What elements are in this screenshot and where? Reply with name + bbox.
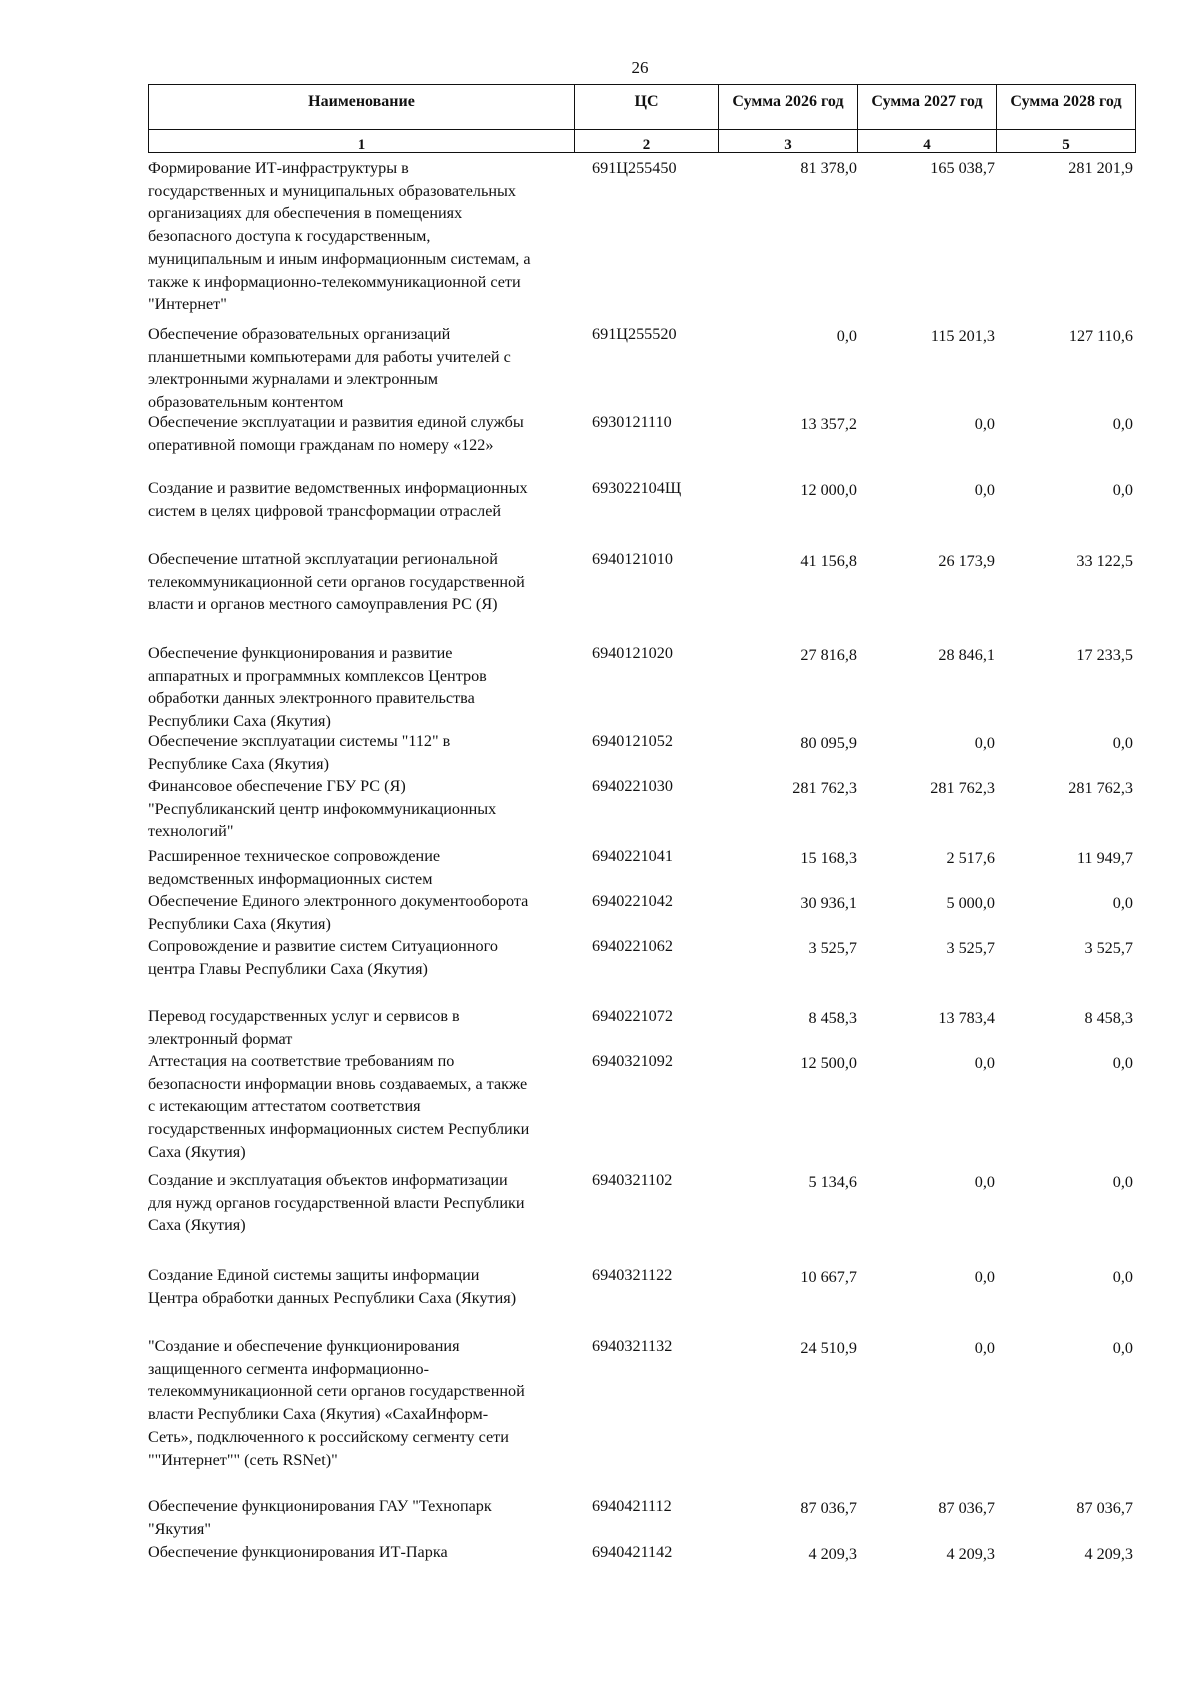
row-code: 691Ц255520 — [592, 325, 677, 343]
row-name: Обеспечение штатной эксплуатации региональной телекоммуникационной сети органов государственной власти и органов местного самоуправления РС (Я) — [148, 550, 525, 614]
row-value-2028: 281 762,3 — [1068, 779, 1133, 797]
row-value-2026: 12 000,0 — [800, 481, 857, 499]
row-name: Аттестация на соответствие требованиям по безопасности информации вновь создаваемых, а также с истекающим аттестатом соответствия государственных информационных систем Республики Саха (Якутия) — [148, 1052, 530, 1161]
row-value-2026: 8 458,3 — [808, 1009, 857, 1027]
table-row — [148, 890, 1137, 935]
row-value-2028: 0,0 — [1112, 1339, 1133, 1357]
row-value-2026: 3 525,7 — [808, 939, 857, 957]
header-num-2: 2 — [575, 130, 719, 153]
table-row — [148, 730, 1137, 775]
row-value-2028: 0,0 — [1112, 1054, 1133, 1072]
header-num-5: 5 — [997, 130, 1136, 153]
row-name: Обеспечение Единого электронного документооборота Республики Саха (Якутия) — [148, 892, 529, 933]
row-value-2027: 26 173,9 — [938, 552, 995, 570]
header-code: ЦС — [575, 85, 719, 130]
row-value-2026: 30 936,1 — [800, 894, 857, 912]
row-value-2028: 33 122,5 — [1076, 552, 1133, 570]
row-value-2026: 281 762,3 — [792, 779, 857, 797]
row-value-2027: 0,0 — [974, 1173, 995, 1191]
table-row — [148, 845, 1137, 890]
row-code: 693022104Щ — [592, 479, 682, 497]
row-code: 6940421142 — [592, 1543, 673, 1561]
row-value-2027: 0,0 — [974, 415, 995, 433]
row-value-2028: 0,0 — [1112, 481, 1133, 499]
table-row — [148, 775, 1137, 845]
row-value-2028: 281 201,9 — [1068, 159, 1133, 177]
row-code: 6930121110 — [592, 413, 672, 431]
row-value-2026: 13 357,2 — [800, 415, 857, 433]
header-num-3: 3 — [719, 130, 858, 153]
row-value-2027: 0,0 — [974, 1339, 995, 1357]
row-value-2028: 17 233,5 — [1076, 646, 1133, 664]
row-value-2028: 0,0 — [1112, 1268, 1133, 1286]
row-code: 6940421112 — [592, 1497, 672, 1515]
row-code: 6940221072 — [592, 1007, 673, 1025]
row-name: Финансовое обеспечение ГБУ РС (Я) "Республиканский центр инфокоммуникационных технологий" — [148, 777, 497, 841]
row-name: Сопровождение и развитие систем Ситуационного центра Главы Республики Саха (Якутия) — [148, 937, 498, 978]
table-row — [148, 642, 1137, 730]
row-value-2027: 0,0 — [974, 1054, 995, 1072]
row-value-2026: 87 036,7 — [800, 1499, 857, 1517]
table-row — [148, 548, 1137, 642]
row-code: 6940321092 — [592, 1052, 673, 1070]
row-code: 6940221042 — [592, 892, 673, 910]
row-name: Обеспечение эксплуатации системы "112" в Республике Саха (Якутия) — [148, 732, 451, 773]
row-value-2027: 115 201,3 — [930, 327, 995, 345]
row-value-2026: 10 667,7 — [800, 1268, 857, 1286]
row-value-2028: 0,0 — [1112, 415, 1133, 433]
row-code: 6940121020 — [592, 644, 673, 662]
row-name: Создание и эксплуатация объектов информатизации для нужд органов государственной власти Республики Саха (Якутия) — [148, 1171, 525, 1235]
row-value-2026: 80 095,9 — [800, 734, 857, 752]
row-value-2026: 12 500,0 — [800, 1054, 857, 1072]
row-value-2027: 0,0 — [974, 1268, 995, 1286]
table-header — [148, 84, 1136, 153]
header-2028: Сумма 2028 год — [997, 85, 1136, 130]
row-name: Обеспечение образовательных организаций планшетными компьютерами для работы учителей с электронными журналами и электронным образовательным контентом — [148, 325, 511, 412]
header-name: Наименование — [149, 85, 575, 130]
header-2027: Сумма 2027 год — [858, 85, 997, 130]
row-value-2026: 4 209,3 — [808, 1545, 857, 1563]
row-value-2027: 281 762,3 — [930, 779, 995, 797]
table-body — [148, 157, 1137, 1571]
row-name: "Создание и обеспечение функционирования защищенного сегмента информационно- телекоммуникационной сети органов государственной власти Республики Саха (Якутия) «СахаИнформ- Сеть», подключенного к российскому сегменту сети ""Интернет"" (сеть RSNet)" — [148, 1337, 525, 1469]
table-row — [148, 1541, 1137, 1571]
row-value-2028: 3 525,7 — [1084, 939, 1133, 957]
row-value-2026: 24 510,9 — [800, 1339, 857, 1357]
row-name: Обеспечение функционирования и развитие аппаратных и программных комплексов Центров обработки данных электронного правительства Республики Саха (Якутия) — [148, 644, 487, 731]
row-value-2027: 87 036,7 — [938, 1499, 995, 1517]
row-name: Перевод государственных услуг и сервисов в электронный формат — [148, 1007, 460, 1048]
row-value-2027: 3 525,7 — [946, 939, 995, 957]
table-row — [148, 323, 1137, 411]
row-value-2026: 5 134,6 — [808, 1173, 857, 1191]
table-row — [148, 1050, 1137, 1169]
table-row — [148, 1005, 1137, 1050]
row-value-2028: 0,0 — [1112, 1173, 1133, 1191]
row-value-2027: 165 038,7 — [930, 159, 995, 177]
row-value-2027: 5 000,0 — [946, 894, 995, 912]
row-value-2028: 0,0 — [1112, 894, 1133, 912]
row-value-2027: 28 846,1 — [938, 646, 995, 664]
row-value-2027: 0,0 — [974, 734, 995, 752]
row-code: 6940321122 — [592, 1266, 673, 1284]
row-value-2028: 0,0 — [1112, 734, 1133, 752]
row-value-2026: 0,0 — [836, 327, 857, 345]
row-code: 691Ц255450 — [592, 159, 677, 177]
row-value-2027: 2 517,6 — [946, 849, 995, 867]
table-row — [148, 1495, 1137, 1541]
table-row — [148, 1335, 1137, 1495]
row-value-2026: 15 168,3 — [800, 849, 857, 867]
row-name: Создание Единой системы защиты информации Центра обработки данных Республики Саха (Якутия) — [148, 1266, 517, 1307]
row-name: Расширенное техническое сопровождение ведомственных информационных систем — [148, 847, 441, 888]
row-code: 6940121010 — [592, 550, 673, 568]
row-code: 6940321132 — [592, 1337, 673, 1355]
row-value-2028: 127 110,6 — [1068, 327, 1133, 345]
row-value-2026: 41 156,8 — [800, 552, 857, 570]
row-code: 6940321102 — [592, 1171, 673, 1189]
row-value-2026: 81 378,0 — [800, 159, 857, 177]
row-value-2028: 11 949,7 — [1076, 849, 1133, 867]
row-value-2028: 4 209,3 — [1084, 1545, 1133, 1563]
table-row — [148, 1264, 1137, 1335]
row-code: 6940221062 — [592, 937, 673, 955]
row-value-2027: 4 209,3 — [946, 1545, 995, 1563]
row-name: Создание и развитие ведомственных информационных систем в целях цифровой трансформации отраслей — [148, 479, 528, 520]
row-value-2028: 87 036,7 — [1076, 1499, 1133, 1517]
row-value-2027: 0,0 — [974, 481, 995, 499]
row-value-2026: 27 816,8 — [800, 646, 857, 664]
table-row — [148, 1169, 1137, 1264]
table-row — [148, 157, 1137, 323]
row-name: Обеспечение функционирования ГАУ "Технопарк "Якутия" — [148, 1497, 492, 1538]
table-row — [148, 411, 1137, 477]
row-code: 6940121052 — [592, 732, 673, 750]
page-number: 26 — [631, 58, 649, 77]
table-row — [148, 935, 1137, 1005]
row-code: 6940221041 — [592, 847, 673, 865]
header-2026: Сумма 2026 год — [719, 85, 858, 130]
row-name: Формирование ИТ-инфраструктуры в государственных и муниципальных образовательных организациях для обеспечения в помещениях безопасного доступа к государственным, муниципальным и иным информационным системам, а также к информационно-телекоммуникационной сети "Интернет" — [148, 159, 531, 314]
row-name: Обеспечение эксплуатации и развития единой службы оперативной помощи гражданам по номеру «122» — [148, 413, 524, 454]
header-num-4: 4 — [858, 130, 997, 153]
row-code: 6940221030 — [592, 777, 673, 795]
row-name: Обеспечение функционирования ИТ-Парка — [148, 1543, 448, 1561]
header-num-1: 1 — [149, 130, 575, 153]
row-value-2027: 13 783,4 — [938, 1009, 995, 1027]
table-row — [148, 477, 1137, 548]
row-value-2028: 8 458,3 — [1084, 1009, 1133, 1027]
